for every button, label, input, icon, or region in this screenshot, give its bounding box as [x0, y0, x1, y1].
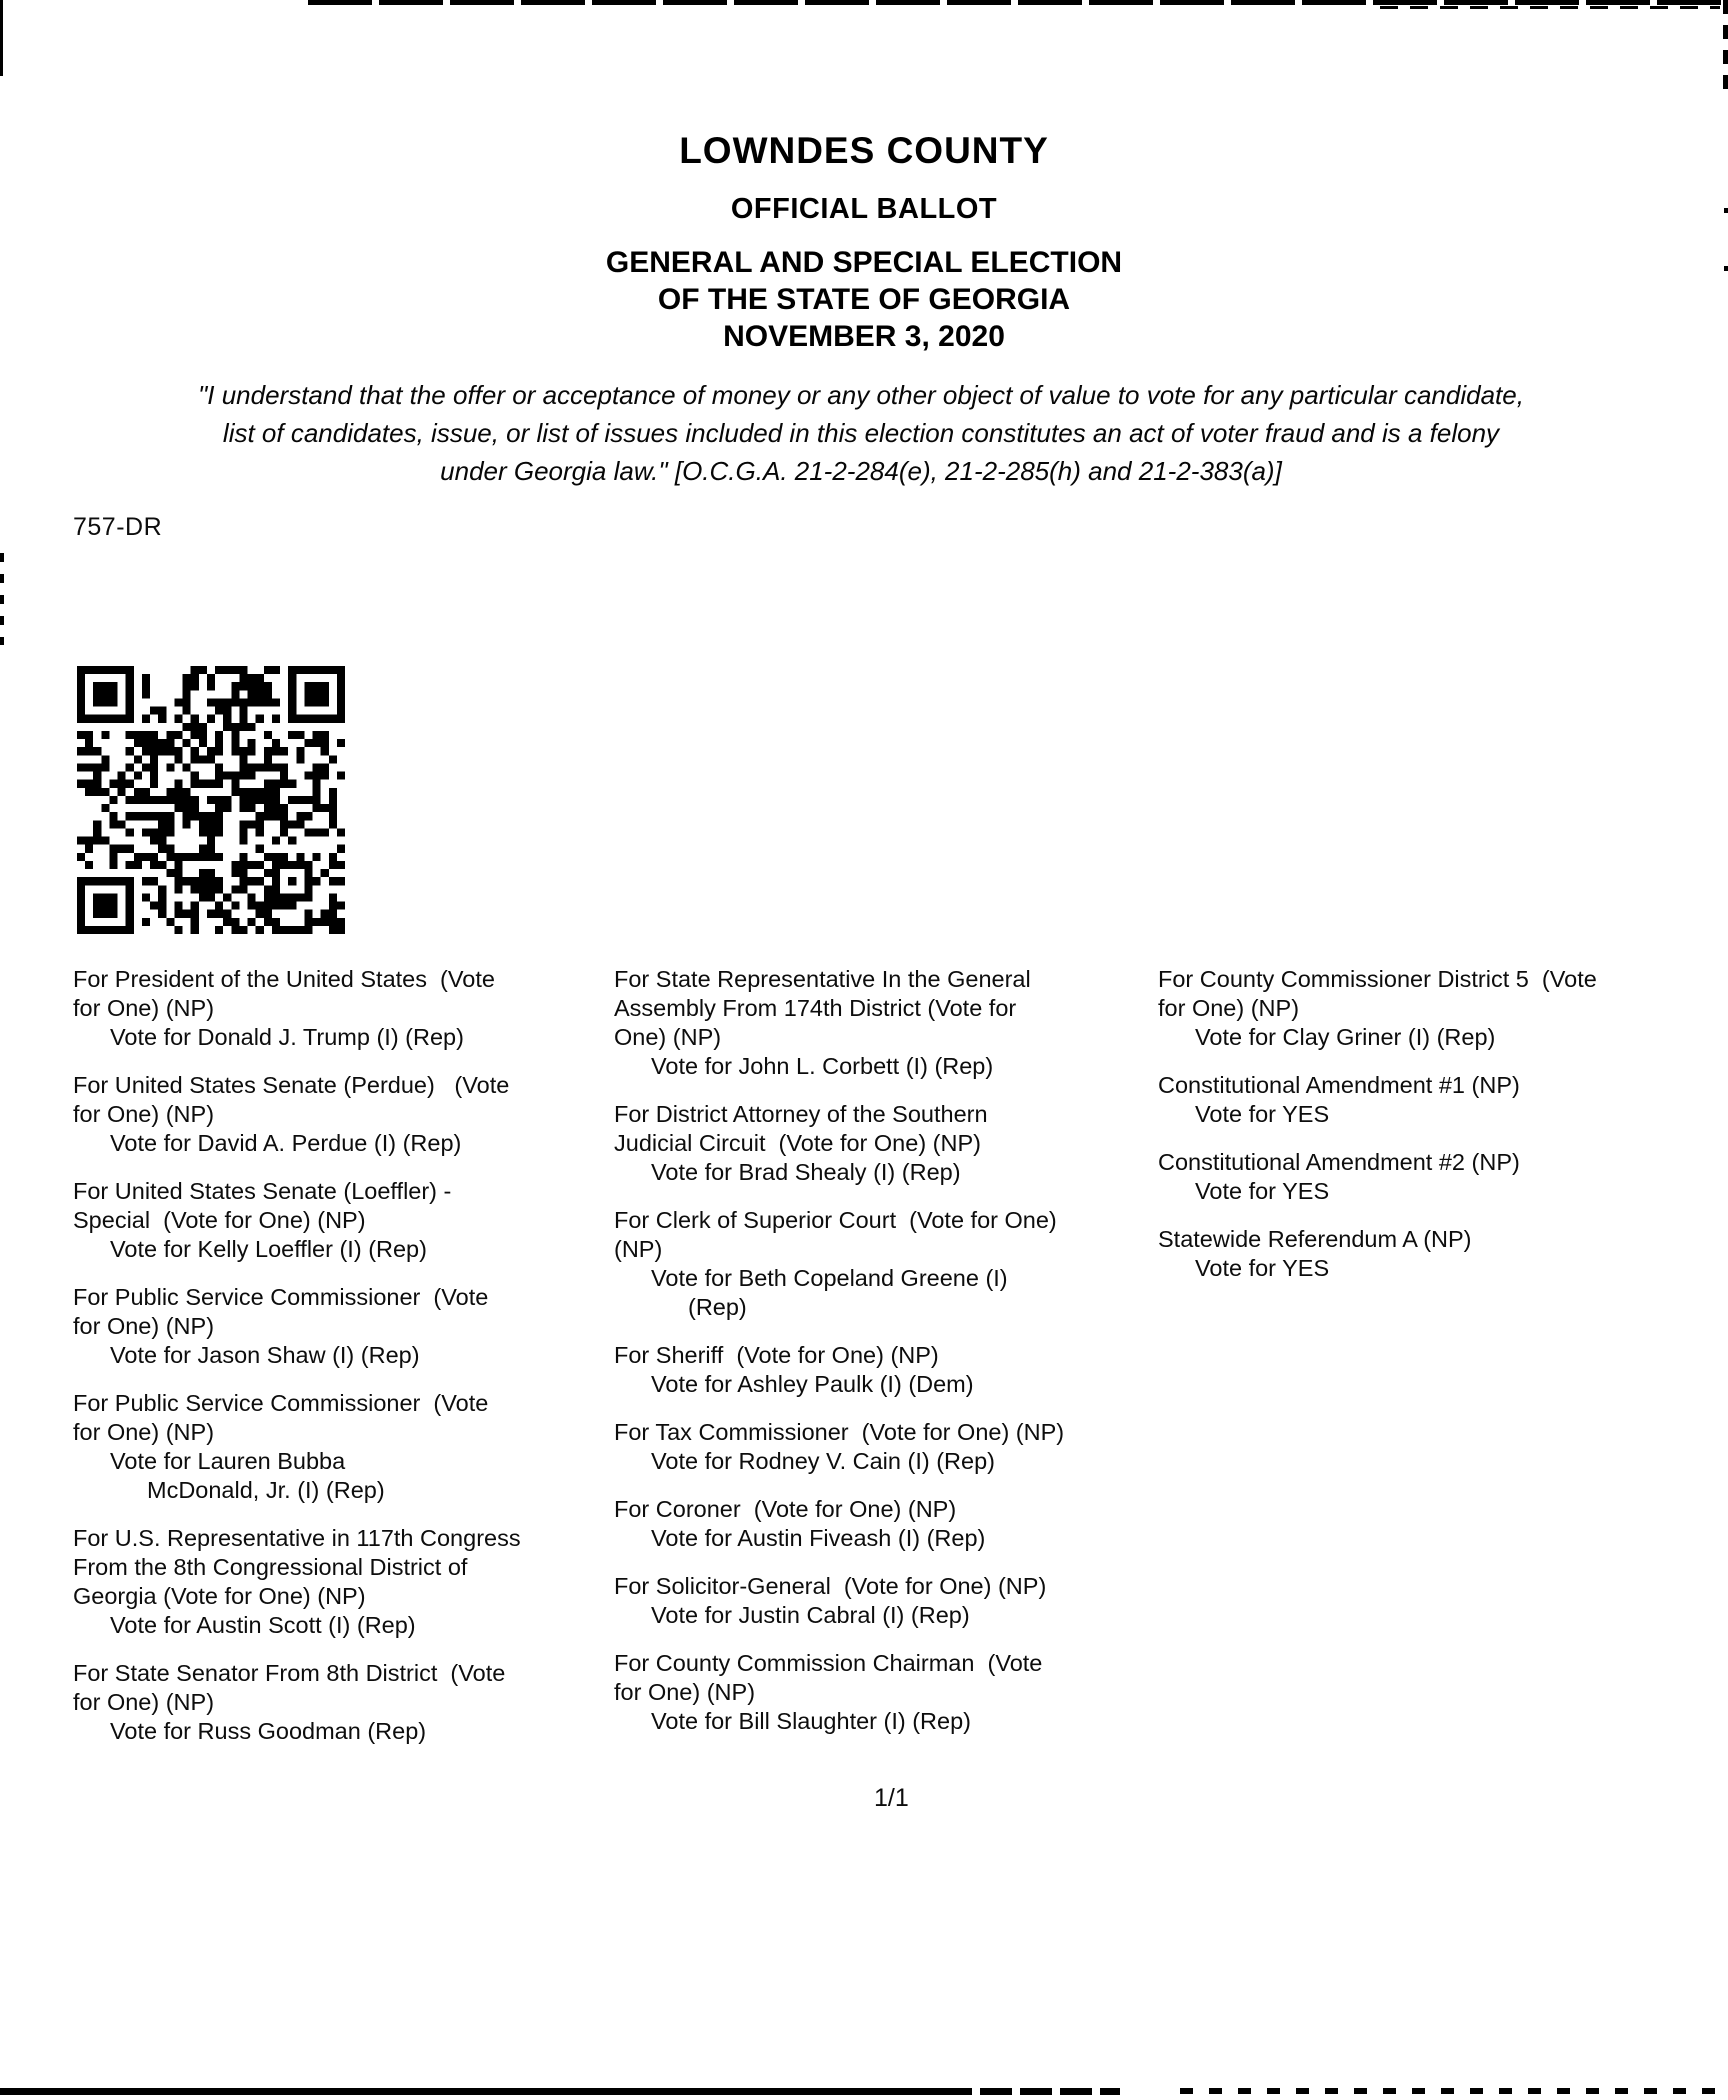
vote-line: Vote for YES — [1195, 1255, 1330, 1281]
contest-title-line: For County Commissioner District 5 (Vote — [1158, 966, 1597, 992]
contest-title-line: For District Attorney of the Southern — [614, 1101, 988, 1127]
scan-artifact-right-edge — [1723, 0, 1728, 100]
contest-title-line: For State Representative In the General — [614, 966, 1031, 992]
contest — [614, 1572, 1164, 1630]
contest-title-line: For Public Service Commissioner (Vote — [73, 1390, 489, 1416]
contest-title-line: For Public Service Commissioner (Vote — [73, 1284, 489, 1310]
contest-title-line: For Clerk of Superior Court (Vote for One) — [614, 1207, 1057, 1233]
contest-title-line: for One) (NP) — [73, 1313, 215, 1339]
contest-title-line: Constitutional Amendment #1 (NP) — [1158, 1072, 1520, 1098]
contest — [614, 965, 1164, 1081]
election-title-line1: GENERAL AND SPECIAL ELECTION — [605, 246, 1123, 279]
vote-line: Vote for YES — [1195, 1178, 1330, 1204]
contest-title-line: For Tax Commissioner (Vote for One) (NP) — [614, 1419, 1065, 1445]
vote-line: Vote for David A. Perdue (I) (Rep) — [110, 1130, 462, 1156]
contest — [1158, 965, 1728, 1052]
contest-title-line: (NP) — [614, 1236, 663, 1262]
scan-artifact-bottom-edge — [940, 2088, 1120, 2095]
contest-title-line: for One) (NP) — [73, 1101, 215, 1127]
contest — [614, 1649, 1164, 1736]
disclaimer-line: list of candidates, issue, or list of issues included in this election constitutes an act of voter fraud and is a felony — [222, 418, 1500, 448]
vote-line: Vote for Justin Cabral (I) (Rep) — [651, 1602, 970, 1628]
election-title-line2: OF THE STATE OF GEORGIA — [657, 283, 1071, 316]
vote-line: Vote for Beth Copeland Greene (I) — [651, 1265, 1008, 1291]
contest-title-line: for One) (NP) — [73, 1419, 215, 1445]
contest — [614, 1418, 1164, 1476]
contest — [614, 1206, 1164, 1322]
contest — [73, 1071, 618, 1158]
page-number: 1/1 — [874, 1784, 909, 1812]
contest-title-line: For United States Senate (Perdue) (Vote — [73, 1072, 510, 1098]
vote-line: Vote for Lauren Bubba — [110, 1448, 346, 1474]
scan-artifact-left-dashes — [0, 553, 4, 645]
contest-title-line: For U.S. Representative in 117th Congress — [73, 1525, 521, 1551]
vote-line: Vote for Austin Scott (I) (Rep) — [110, 1612, 416, 1638]
qr-code — [73, 666, 349, 934]
contest-title-line: For Solicitor-General (Vote for One) (NP) — [614, 1573, 1047, 1599]
scan-artifact-top-edge — [308, 0, 1728, 5]
contest-title-line: Judicial Circuit (Vote for One) (NP) — [614, 1130, 981, 1156]
scan-artifact-bottom-edge — [1180, 2088, 1728, 2094]
contest-title-line: For County Commission Chairman (Vote — [614, 1650, 1043, 1676]
contest — [73, 1177, 618, 1264]
vote-line: Vote for Ashley Paulk (I) (Dem) — [651, 1371, 974, 1397]
vote-line: Vote for Kelly Loeffler (I) (Rep) — [110, 1236, 427, 1262]
contest-title-line: for One) (NP) — [73, 995, 215, 1021]
contest — [614, 1495, 1164, 1553]
disclaimer-line: under Georgia law." [O.C.G.A. 21-2-284(e), 21-2-285(h) and 21-2-383(a)] — [440, 456, 1282, 486]
contest — [73, 1283, 618, 1370]
vote-line: Vote for Clay Griner (I) (Rep) — [1195, 1024, 1496, 1050]
contest-title-line: One) (NP) — [614, 1024, 722, 1050]
county-name: LOWNDES COUNTY — [679, 130, 1049, 171]
vote-line: Vote for Brad Shealy (I) (Rep) — [651, 1159, 961, 1185]
scan-artifact-top-edge-2 — [1380, 6, 1720, 9]
contest — [1158, 1148, 1728, 1206]
contest-title-line: Assembly From 174th District (Vote for — [614, 995, 1017, 1021]
contest-title-line: Constitutional Amendment #2 (NP) — [1158, 1149, 1520, 1175]
contest — [1158, 1071, 1728, 1129]
vote-line: McDonald, Jr. (I) (Rep) — [147, 1477, 385, 1503]
contest-title-line: From the 8th Congressional District of — [73, 1554, 468, 1580]
vote-line: Vote for Rodney V. Cain (I) (Rep) — [651, 1448, 995, 1474]
scan-artifact-bottom-edge — [0, 2088, 940, 2095]
vote-line: Vote for John L. Corbett (I) (Rep) — [651, 1053, 994, 1079]
contest-title-line: Statewide Referendum A (NP) — [1158, 1226, 1472, 1252]
ballot-column-3 — [1158, 965, 1728, 1302]
contest — [73, 965, 618, 1052]
contest — [73, 1389, 618, 1505]
contest-title-line: For United States Senate (Loeffler) - — [73, 1178, 452, 1204]
disclaimer-line: "I understand that the offer or acceptance of money or any other object of value to vote for any particular candidate, — [198, 380, 1524, 410]
contest-title-line: For State Senator From 8th District (Vote — [73, 1660, 506, 1686]
contest-title-line: For Coroner (Vote for One) (NP) — [614, 1496, 957, 1522]
ballot-column-2 — [614, 965, 1164, 1755]
vote-line: Vote for Jason Shaw (I) (Rep) — [110, 1342, 420, 1368]
vote-line: Vote for Donald J. Trump (I) (Rep) — [110, 1024, 464, 1050]
contest-title-line: for One) (NP) — [1158, 995, 1300, 1021]
contest — [614, 1341, 1164, 1399]
ballot-column-1 — [73, 965, 618, 1765]
scan-artifact-left-edge — [0, 0, 3, 76]
contest-title-line: for One) (NP) — [73, 1689, 215, 1715]
contest — [614, 1100, 1164, 1187]
contest — [73, 1524, 618, 1640]
fraud-disclaimer — [0, 376, 1722, 490]
contest-title-line: For Sheriff (Vote for One) (NP) — [614, 1342, 939, 1368]
contest-title-line: Georgia (Vote for One) (NP) — [73, 1583, 366, 1609]
vote-line: Vote for YES — [1195, 1101, 1330, 1127]
contest — [1158, 1225, 1728, 1283]
ballot-title: OFFICIAL BALLOT — [730, 193, 998, 225]
ballot-style-code: 757-DR — [73, 513, 163, 541]
contest-title-line: For President of the United States (Vote — [73, 966, 495, 992]
vote-line: Vote for Russ Goodman (Rep) — [110, 1718, 427, 1744]
vote-line: Vote for Austin Fiveash (I) (Rep) — [651, 1525, 986, 1551]
vote-line: (Rep) — [688, 1294, 747, 1320]
contest-title-line: for One) (NP) — [614, 1679, 756, 1705]
vote-line: Vote for Bill Slaughter (I) (Rep) — [651, 1708, 971, 1734]
contest-title-line: Special (Vote for One) (NP) — [73, 1207, 366, 1233]
election-date: NOVEMBER 3, 2020 — [723, 320, 1005, 353]
contest — [73, 1659, 618, 1746]
